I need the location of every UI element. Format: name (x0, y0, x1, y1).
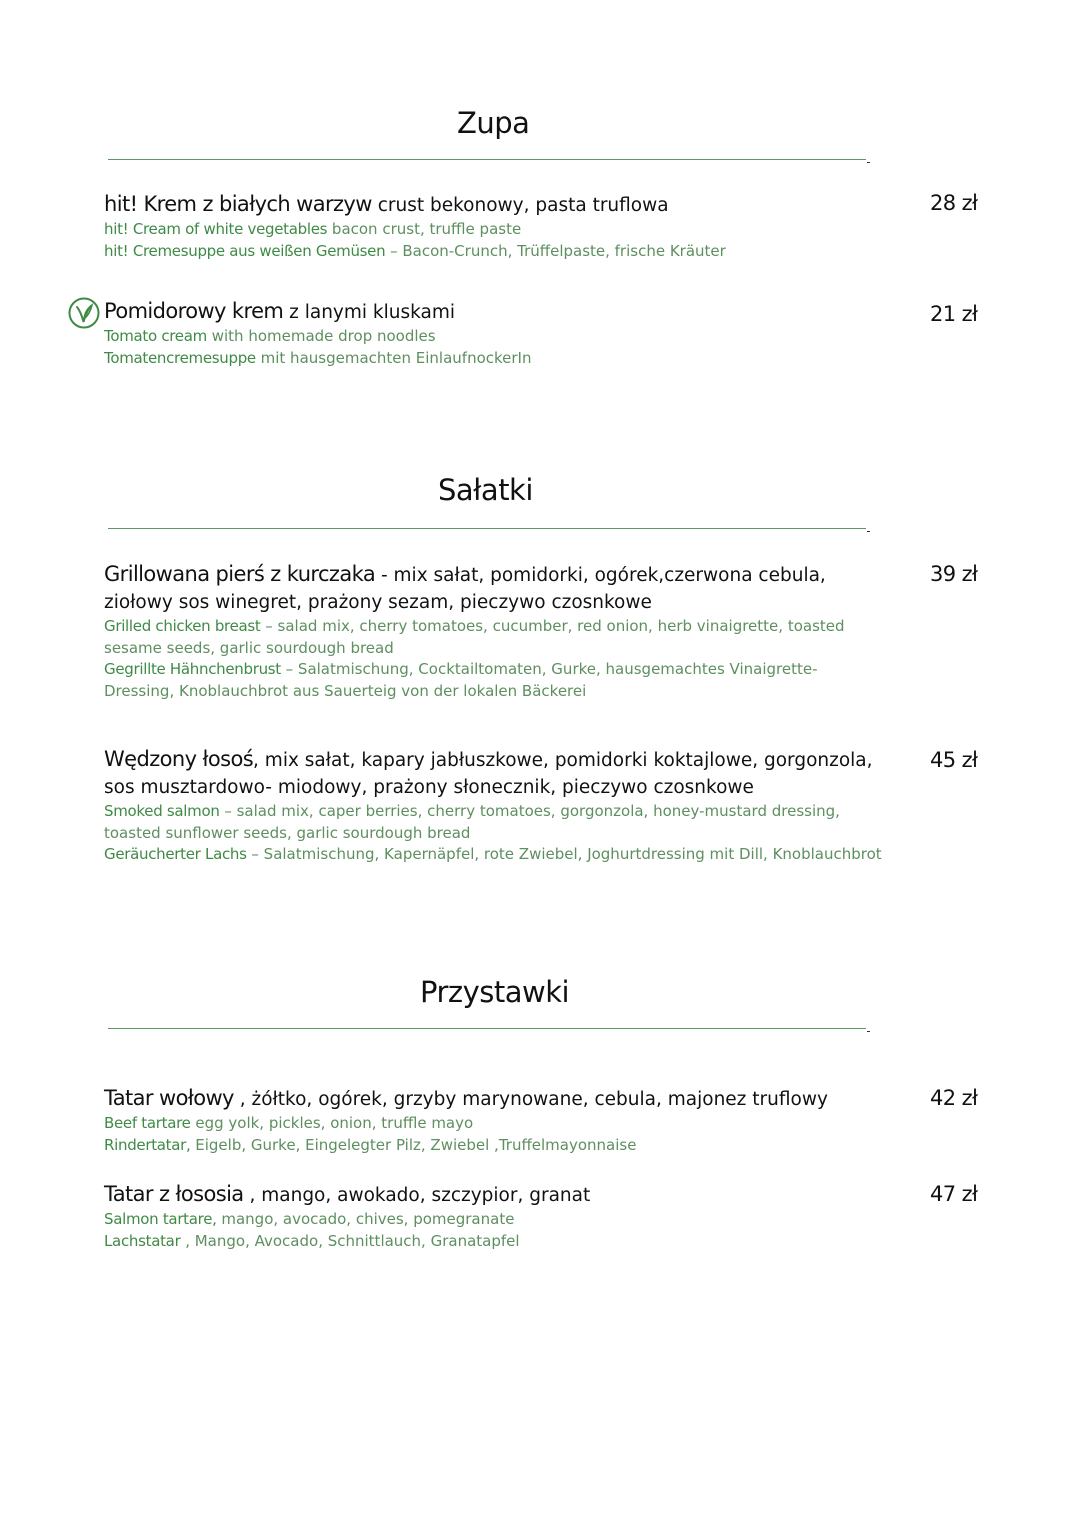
menu-item (104, 191, 884, 262)
dish-name-en: Salmon tartare, (104, 1210, 217, 1228)
dish-description: z lanymi kluskami (283, 302, 456, 323)
dish-description-en: bacon crust, truffle paste (327, 220, 522, 238)
dish-description-de: mit hausgemachten EinlaufnockerIn (255, 348, 532, 367)
section-divider (108, 1028, 866, 1029)
dish-price: 21 zł (930, 302, 978, 326)
dish-description-de: – Salatmischung, Cocktailtomaten, Gurke, hausgemachtes Vinaigrette-Dressing, Knoblauchbrot aus Sauerteig von der lokalen Bäckerei (104, 660, 818, 700)
dish-name-de: hit! Cremesuppe aus weißen Gemüsen (104, 241, 386, 260)
dish-description-en: – salad mix, caper berries, cherry tomatoes, gorgonzola, honey-mustard dressing, toasted sunflower seeds, garlic sourdough bread (104, 802, 840, 842)
menu-item (104, 1181, 884, 1252)
dish-description: - mix sałat, pomidorki, ogórek,czerwona cebula, ziołowy sos winegret, prażony sezam, pieczywo czosnkowe (104, 565, 826, 613)
dish-description-en: mango, avocado, chives, pomegranate (216, 1210, 515, 1228)
dish-name: Wędzony łosoś (104, 747, 254, 771)
dish-price: 28 zł (930, 191, 978, 215)
menu-item (104, 298, 884, 369)
section-title-salatki: Sałatki (438, 473, 533, 507)
dish-name: Grillowana pierś z kurczaka (104, 562, 376, 586)
dish-price: 39 zł (930, 562, 978, 586)
dish-name-de: Geräucherter Lachs (104, 845, 247, 863)
menu-item (104, 561, 884, 702)
section-title-przystawki: Przystawki (420, 975, 570, 1009)
dish-description: , żółtko, ogórek, grzyby marynowane, cebula, majonez truflowy (233, 1089, 828, 1110)
dish-name-en: Grilled chicken breast (104, 617, 261, 635)
dish-name-de: Lachstatar (104, 1231, 181, 1250)
dish-name-en: hit! Cream of white vegetables (104, 220, 328, 238)
dish-name: Tatar z łososia (104, 1182, 244, 1206)
dish-name: Tatar wołowy (104, 1086, 234, 1110)
dish-description: crust bekonowy, pasta truflowa (371, 195, 669, 216)
dish-name-en: Tomato cream (104, 327, 207, 345)
dish-description-en: – salad mix, cherry tomatoes, cucumber, red onion, herb vinaigrette, toasted sesame seeds, garlic sourdough bread (104, 617, 845, 657)
dish-description: , mango, awokado, szczypior, granat (243, 1185, 591, 1206)
dish-price: 47 zł (930, 1182, 978, 1206)
dish-name-de: Gegrillte Hähnchenbrust (104, 660, 281, 678)
dish-description-de: Eigelb, Gurke, Eingelegter Pilz, Zwiebel ,Truffelmayonnaise (190, 1135, 637, 1154)
dish-description-en: egg yolk, pickles, onion, truffle mayo (190, 1114, 474, 1132)
section-title-zupa: Zupa (457, 106, 530, 140)
dish-price: 42 zł (930, 1086, 978, 1110)
dish-description-en: with homemade drop noodles (206, 327, 436, 345)
dish-description: , mix sałat, kapary jabłuszkowe, pomidorki koktajlowe, gorgonzola, sos musztardowo- miodowy, prażony słonecznik, pieczywo czosnkowe (104, 750, 873, 798)
menu-item (104, 746, 884, 866)
dish-name-de: Rindertatar, (104, 1135, 191, 1154)
dish-name-en: Beef tartare (104, 1114, 191, 1132)
dish-name-de: Tomatencremesuppe (104, 348, 256, 367)
menu-item (104, 1085, 884, 1156)
dish-description-de: – Salatmischung, Kapernäpfel, rote Zwiebel, Joghurtdressing mit Dill, Knoblauchbrot (246, 845, 882, 863)
section-divider (108, 528, 866, 529)
dish-name: Pomidorowy krem (104, 299, 284, 323)
dish-name-en: Smoked salmon (104, 802, 220, 820)
dish-name: hit! Krem z białych warzyw (104, 192, 372, 216)
dish-description-de: – Bacon-Crunch, Trüffelpaste, frische Kräuter (385, 241, 726, 260)
dish-price: 45 zł (930, 748, 978, 772)
vegetarian-leaf-icon (68, 297, 100, 329)
section-divider (108, 159, 866, 160)
dish-description-de: , Mango, Avocado, Schnittlauch, Granatapfel (180, 1231, 520, 1250)
